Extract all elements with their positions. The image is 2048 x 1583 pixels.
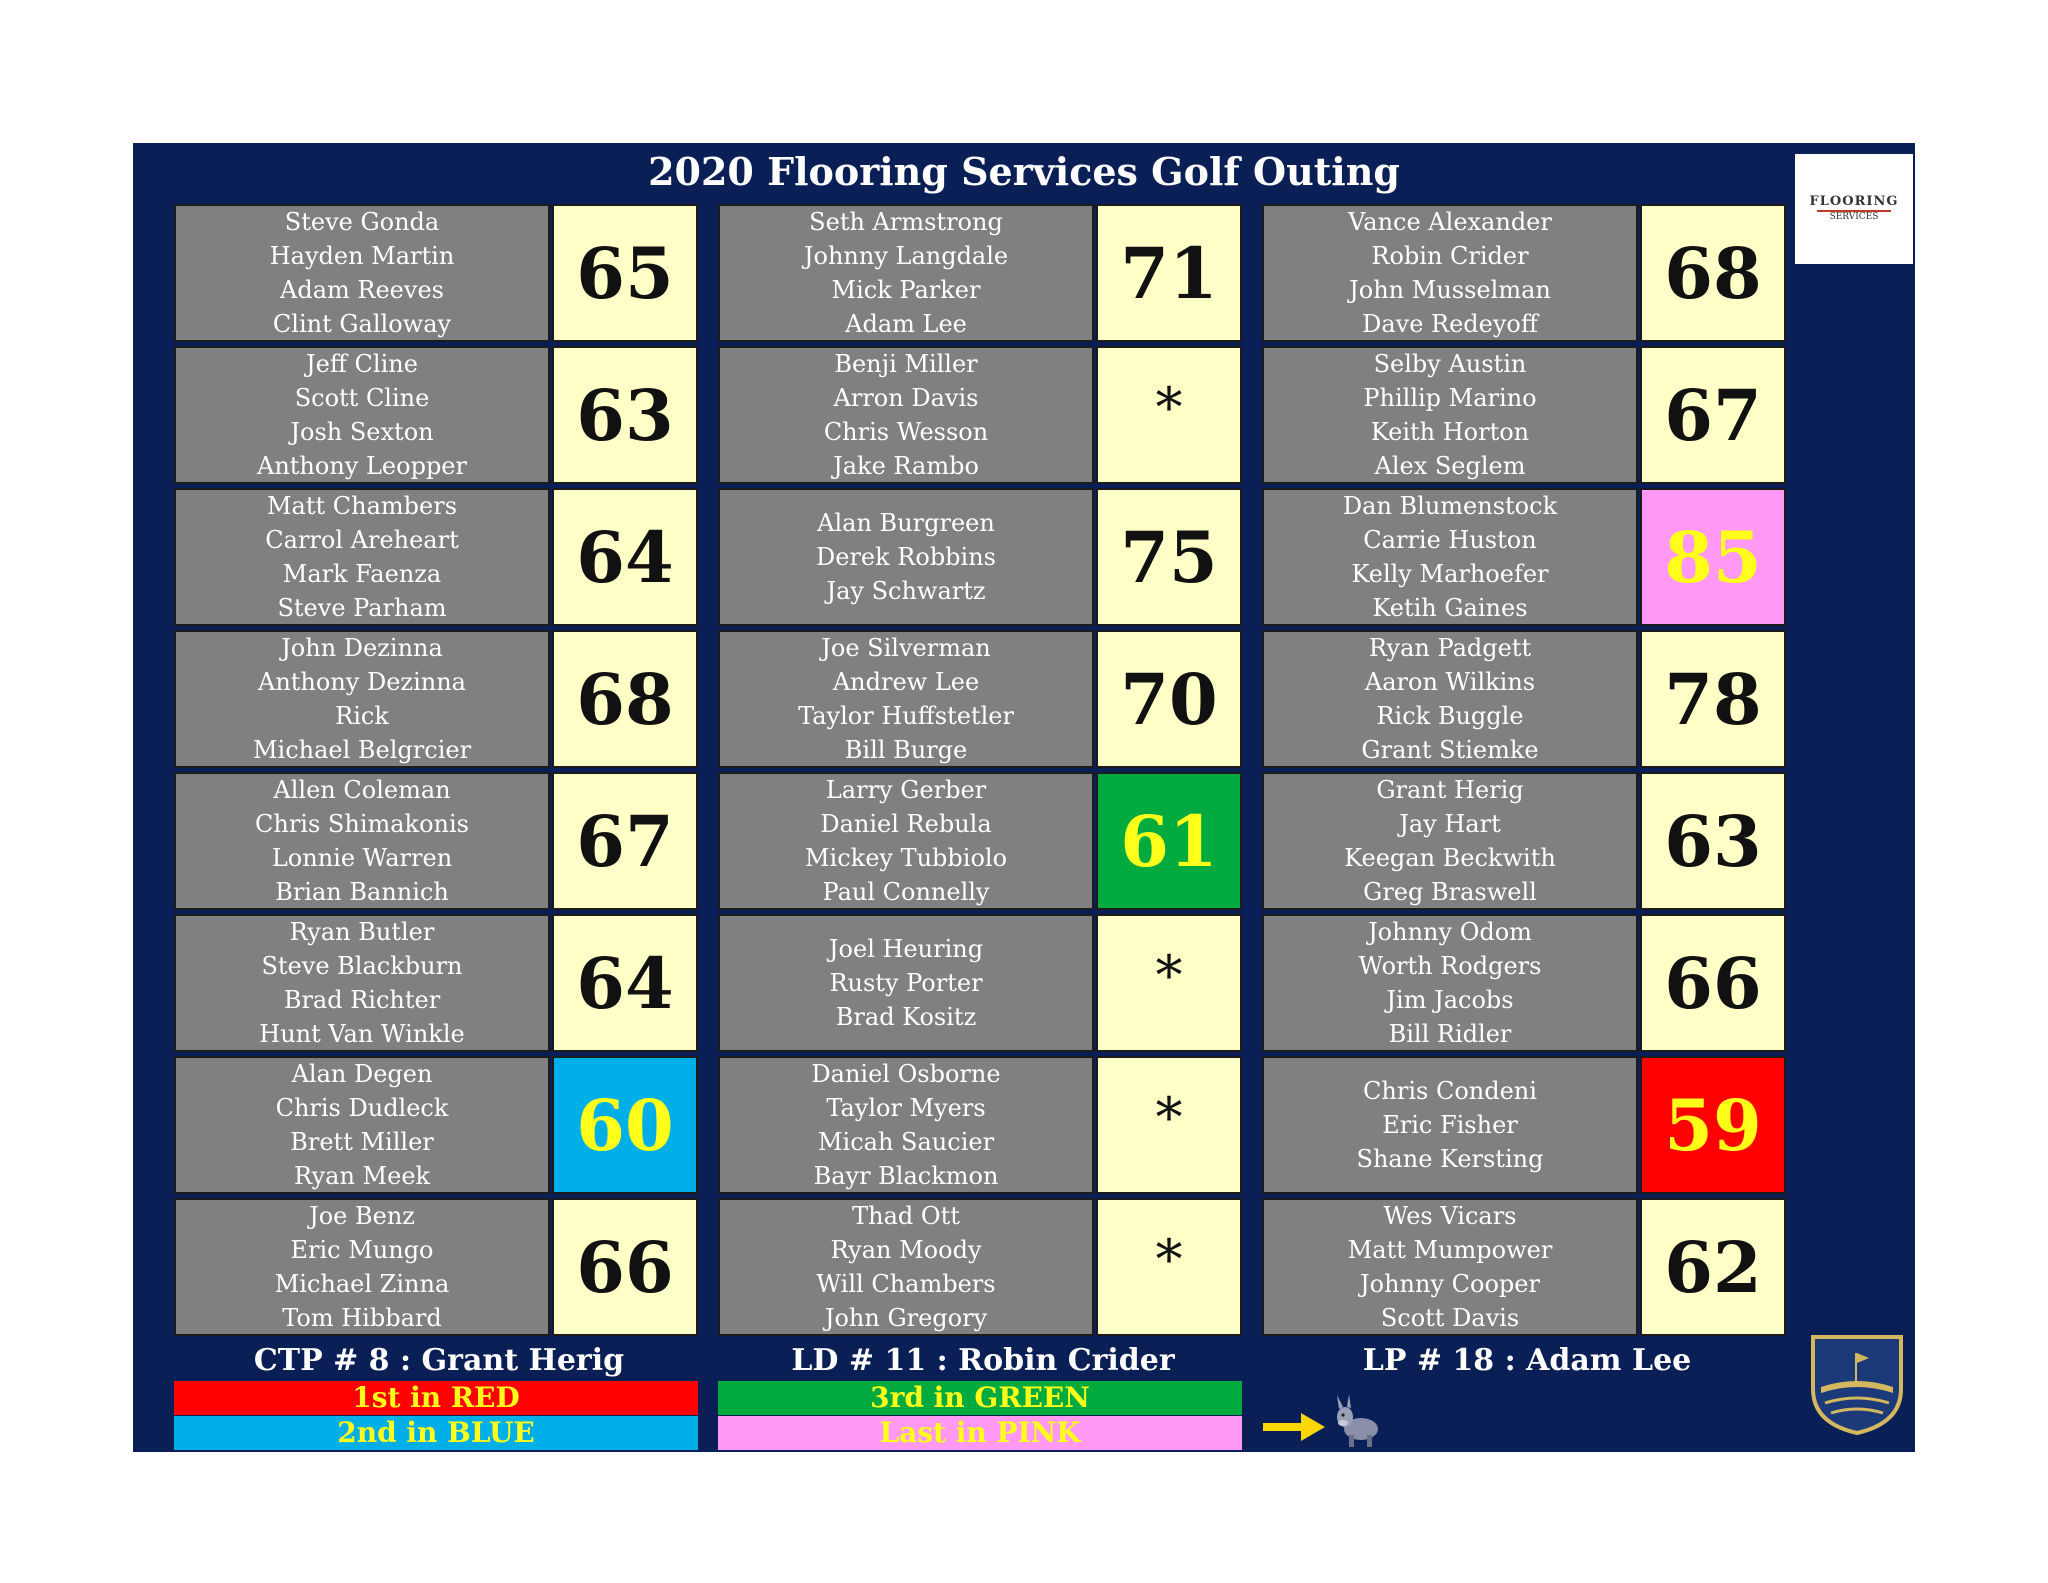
player-name: Adam Reeves [280, 276, 444, 304]
team-row [1262, 630, 1792, 772]
player-name: Carrie Huston [1363, 526, 1537, 554]
player-name: Paul Connelly [822, 878, 990, 906]
team-column-3 [1262, 204, 1792, 1340]
player-name: Jake Rambo [833, 452, 979, 480]
player-name: Dave Redeyoff [1362, 310, 1538, 338]
donkey-icon [1331, 1393, 1387, 1449]
player-name: Keegan Beckwith [1344, 844, 1556, 872]
team-score: 68 [552, 630, 698, 768]
team-players [1262, 204, 1638, 342]
team-players [1262, 914, 1638, 1052]
player-name: Bayr Blackmon [813, 1162, 999, 1190]
player-name: Rusty Porter [829, 969, 983, 997]
team-players [174, 204, 550, 342]
team-players [718, 630, 1094, 768]
player-name: Shane Kersting [1356, 1145, 1544, 1173]
player-name: Alan Degen [291, 1060, 433, 1088]
team-row [1262, 772, 1792, 914]
lp-award: LP # 18 : Adam Lee [1362, 1343, 1692, 1378]
player-name: Chris Condeni [1363, 1077, 1537, 1105]
player-name: Wes Vicars [1383, 1202, 1517, 1230]
team-players [174, 772, 550, 910]
team-column-2 [718, 204, 1248, 1340]
team-players [174, 346, 550, 484]
player-name: Rick [335, 702, 389, 730]
team-score: 68 [1640, 204, 1786, 342]
team-row [1262, 1056, 1792, 1198]
team-players [174, 914, 550, 1052]
team-row [174, 630, 704, 772]
player-name: Taylor Myers [826, 1094, 986, 1122]
player-name: Ketih Gaines [1372, 594, 1528, 622]
player-name: Brad Kositz [835, 1003, 977, 1031]
player-name: Clint Galloway [272, 310, 452, 338]
player-name: Thad Ott [852, 1202, 960, 1230]
team-score: 65 [552, 204, 698, 342]
team-row [174, 772, 704, 914]
team-players [718, 772, 1094, 910]
team-players [718, 914, 1094, 1052]
player-name: Michael Belgrcier [252, 736, 472, 764]
legend-last: Last in PINK [718, 1416, 1242, 1450]
player-name: Scott Cline [294, 384, 430, 412]
player-name: Taylor Huffstetler [798, 702, 1014, 730]
team-row [174, 1198, 704, 1340]
team-score: 63 [552, 346, 698, 484]
team-row [1262, 488, 1792, 630]
team-score: 75 [1096, 488, 1242, 626]
player-name: Andrew Lee [832, 668, 980, 696]
player-name: Dan Blumenstock [1342, 492, 1558, 520]
player-name: Steve Parham [277, 594, 447, 622]
player-name: Lonnie Warren [271, 844, 453, 872]
team-players [1262, 346, 1638, 484]
player-name: Jay Schwartz [826, 577, 986, 605]
team-score: * [1096, 346, 1242, 484]
team-players [1262, 1056, 1638, 1194]
ctp-award: CTP # 8 : Grant Herig [253, 1343, 625, 1378]
player-name: Joe Silverman [821, 634, 991, 662]
team-score: 66 [552, 1198, 698, 1336]
team-row [718, 630, 1248, 772]
team-score: 64 [552, 488, 698, 626]
player-name: Seth Armstrong [809, 208, 1003, 236]
team-score: 60 [552, 1056, 698, 1194]
player-name: Larry Gerber [825, 776, 987, 804]
player-name: Brett Miller [290, 1128, 434, 1156]
player-name: Benji Miller [834, 350, 978, 378]
player-name: Mick Parker [831, 276, 981, 304]
player-name: Phillip Marino [1363, 384, 1537, 412]
team-players [718, 1198, 1094, 1336]
player-name: Micah Saucier [817, 1128, 995, 1156]
team-row [174, 914, 704, 1056]
logo-text-flooring: FLOORING [1809, 194, 1899, 209]
team-players [1262, 1198, 1638, 1336]
team-players [1262, 630, 1638, 768]
player-name: Michael Zinna [274, 1270, 450, 1298]
team-row [174, 204, 704, 346]
player-name: Ryan Moody [830, 1236, 982, 1264]
legend-second: 2nd in BLUE [174, 1416, 698, 1450]
ld-award: LD # 11 : Robin Crider [791, 1343, 1175, 1378]
team-score: 62 [1640, 1198, 1786, 1336]
team-players [718, 346, 1094, 484]
player-name: Steve Blackburn [261, 952, 463, 980]
player-name: Ryan Butler [289, 918, 435, 946]
team-score: 67 [1640, 346, 1786, 484]
arrow-right-icon [1263, 1413, 1325, 1441]
player-name: Johnny Cooper [1360, 1270, 1540, 1298]
player-name: Robin Crider [1371, 242, 1529, 270]
player-name: Greg Braswell [1363, 878, 1537, 906]
team-score: * [1096, 1198, 1242, 1336]
team-row [1262, 204, 1792, 346]
player-name: Scott Davis [1380, 1304, 1520, 1332]
player-name: Adam Lee [845, 310, 967, 338]
team-score: 78 [1640, 630, 1786, 768]
player-name: Matt Mumpower [1347, 1236, 1553, 1264]
player-name: Keith Horton [1370, 418, 1530, 446]
player-name: Carrol Areheart [265, 526, 459, 554]
player-name: Tom Hibbard [282, 1304, 442, 1332]
player-name: John Musselman [1349, 276, 1551, 304]
page-title: 2020 Flooring Services Golf Outing [648, 149, 1400, 194]
team-players [174, 630, 550, 768]
player-name: Grant Stiemke [1361, 736, 1539, 764]
flooring-services-logo [1795, 154, 1913, 264]
legend-third: 3rd in GREEN [718, 1381, 1242, 1415]
player-name: Arron Davis [833, 384, 979, 412]
team-row [174, 1056, 704, 1198]
player-name: Will Chambers [816, 1270, 996, 1298]
player-name: Kelly Marhoefer [1351, 560, 1549, 588]
player-name: Alex Seglem [1374, 452, 1526, 480]
player-name: Ryan Padgett [1368, 634, 1532, 662]
player-name: Worth Rodgers [1358, 952, 1542, 980]
player-name: Aaron Wilkins [1364, 668, 1536, 696]
player-name: Jeff Cline [306, 350, 418, 378]
player-name: Chris Shimakonis [255, 810, 469, 838]
player-name: Joel Heuring [828, 935, 984, 963]
player-name: Mickey Tubbiolo [804, 844, 1008, 872]
player-name: Anthony Leopper [257, 452, 467, 480]
player-name: Ryan Meek [293, 1162, 431, 1190]
player-name: Johnny Langdale [803, 242, 1009, 270]
player-name: John Gregory [824, 1304, 988, 1332]
team-row [718, 772, 1248, 914]
team-column-1 [174, 204, 704, 1340]
team-score: 71 [1096, 204, 1242, 342]
player-name: Alan Burgreen [817, 509, 995, 537]
team-score: 70 [1096, 630, 1242, 768]
player-name: Bill Burge [844, 736, 968, 764]
player-name: John Dezinna [281, 634, 443, 662]
team-row [174, 488, 704, 630]
player-name: Jim Jacobs [1386, 986, 1514, 1014]
team-score: * [1096, 914, 1242, 1052]
team-players [718, 1056, 1094, 1194]
team-row [718, 914, 1248, 1056]
team-score: 66 [1640, 914, 1786, 1052]
legend-first: 1st in RED [174, 1381, 698, 1415]
team-score: 64 [552, 914, 698, 1052]
team-row [718, 346, 1248, 488]
team-players [174, 1056, 550, 1194]
scoreboard [133, 143, 1915, 1452]
team-score: * [1096, 1056, 1242, 1194]
player-name: Chris Dudleck [275, 1094, 449, 1122]
team-row [1262, 346, 1792, 488]
player-name: Hayden Martin [269, 242, 455, 270]
team-row [718, 1198, 1248, 1340]
player-name: Rick Buggle [1376, 702, 1524, 730]
team-players [1262, 488, 1638, 626]
team-score: 85 [1640, 488, 1786, 626]
team-row [718, 204, 1248, 346]
player-name: Selby Austin [1373, 350, 1527, 378]
team-score: 59 [1640, 1056, 1786, 1194]
player-name: Allen Coleman [273, 776, 451, 804]
team-row [174, 346, 704, 488]
player-name: Anthony Dezinna [258, 668, 466, 696]
team-players [174, 488, 550, 626]
rivertowne-country-club-logo [1807, 1331, 1907, 1437]
team-score: 67 [552, 772, 698, 910]
player-name: Vance Alexander [1348, 208, 1552, 236]
player-name: Eric Fisher [1382, 1111, 1518, 1139]
team-players [718, 204, 1094, 342]
player-name: Brad Richter [283, 986, 441, 1014]
player-name: Daniel Osborne [811, 1060, 1001, 1088]
logo-text-services: SERVICES [1829, 212, 1879, 222]
team-players [1262, 772, 1638, 910]
player-name: Brian Bannich [275, 878, 449, 906]
player-name: Bill Ridler [1388, 1020, 1512, 1048]
player-name: Daniel Rebula [820, 810, 992, 838]
team-row [718, 488, 1248, 630]
player-name: Steve Gonda [284, 208, 440, 236]
team-players [718, 488, 1094, 626]
team-score: 63 [1640, 772, 1786, 910]
player-name: Mark Faenza [282, 560, 442, 588]
player-name: Eric Mungo [290, 1236, 434, 1264]
player-name: Josh Sexton [290, 418, 434, 446]
player-name: Derek Robbins [816, 543, 996, 571]
team-row [1262, 1198, 1792, 1340]
player-name: Grant Herig [1376, 776, 1524, 804]
player-name: Johnny Odom [1368, 918, 1532, 946]
team-row [718, 1056, 1248, 1198]
player-name: Chris Wesson [823, 418, 989, 446]
player-name: Hunt Van Winkle [259, 1020, 465, 1048]
team-players [174, 1198, 550, 1336]
player-name: Matt Chambers [266, 492, 458, 520]
team-score: 61 [1096, 772, 1242, 910]
player-name: Jay Hart [1399, 810, 1501, 838]
team-row [1262, 914, 1792, 1056]
player-name: Joe Benz [309, 1202, 415, 1230]
